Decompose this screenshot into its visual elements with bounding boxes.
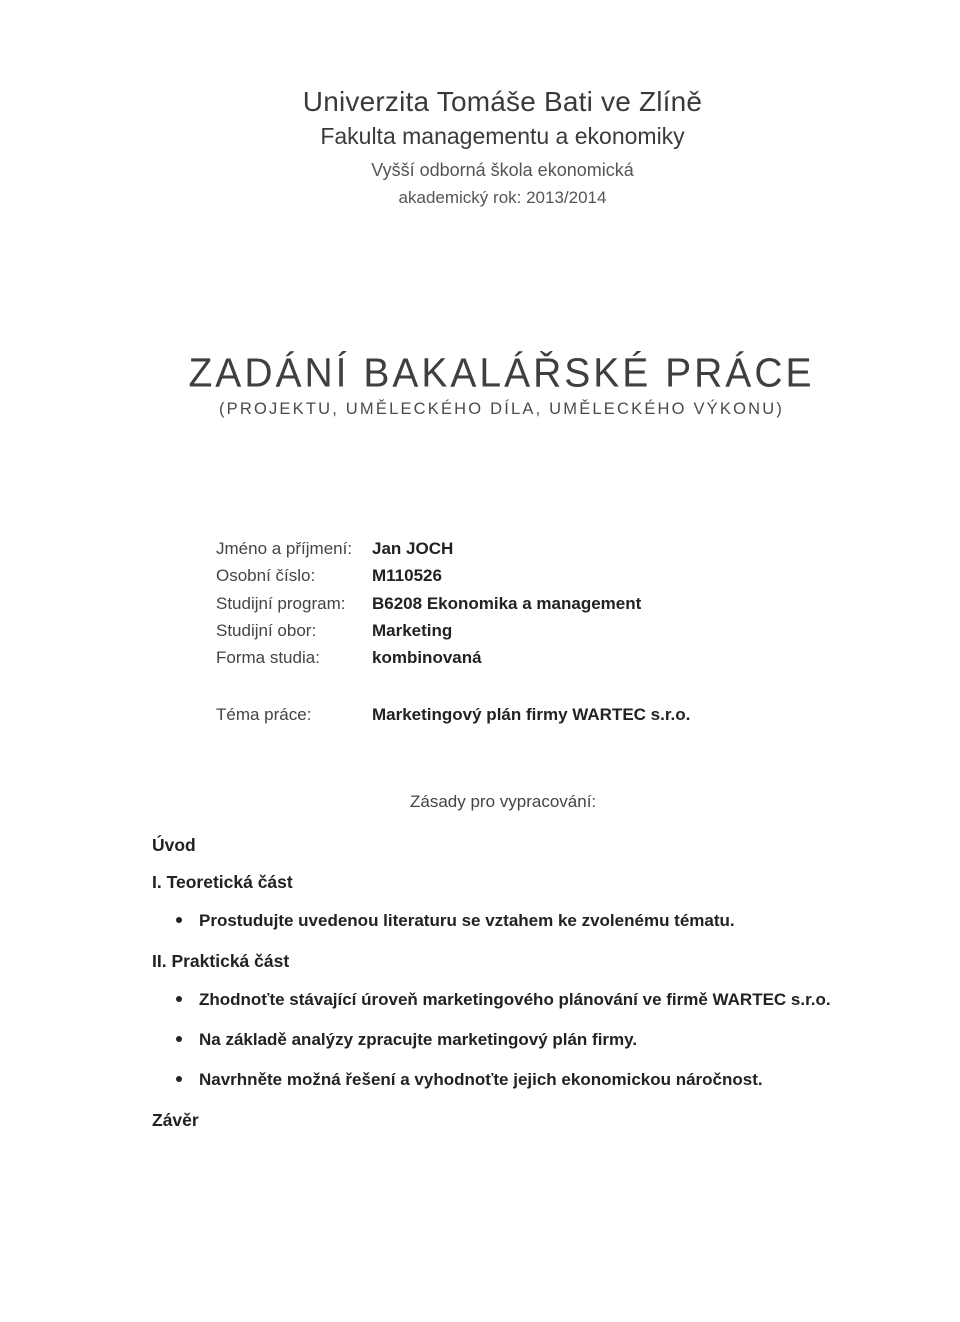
list-item-text: Prostudujte uvedenou literaturu se vztahem ke zvolenému tématu. xyxy=(199,911,735,930)
name-label: Jméno a příjmení: xyxy=(216,539,353,558)
study-field-value: Marketing xyxy=(372,621,453,640)
university-name: Univerzita Tomáše Bati ve Zlíně xyxy=(302,86,703,117)
list-item xyxy=(176,990,831,1010)
document-title: ZADÁNÍ BAKALÁŘSKÉ PRÁCE xyxy=(188,350,815,397)
study-form-value: kombinovaná xyxy=(372,648,482,667)
bullet-icon xyxy=(176,1036,182,1042)
bullet-icon xyxy=(176,996,182,1002)
document-subtitle: (PROJEKTU, UMĚLECKÉHO DÍLA, UMĚLECKÉHO VÝKONU) xyxy=(218,400,785,418)
list-item xyxy=(176,1030,637,1050)
personal-number-value: M110526 xyxy=(372,566,442,585)
topic-value: Marketingový plán firmy WARTEC s.r.o. xyxy=(372,705,691,724)
list-item-text: Navrhněte možná řešení a vyhodnoťte jejich ekonomickou náročnost. xyxy=(199,1070,763,1089)
personal-number-label: Osobní číslo: xyxy=(216,566,316,585)
school-name: Vyšší odborná škola ekonomická xyxy=(371,160,634,180)
list-item xyxy=(176,911,735,931)
faculty-name: Fakulta managementu a ekonomiky xyxy=(320,123,685,149)
name-value: Jan JOCH xyxy=(372,539,454,558)
section-conclusion: Závěr xyxy=(152,1110,199,1130)
list-item-text: Zhodnoťte stávající úroveň marketingového plánování ve firmě WARTEC s.r.o. xyxy=(199,990,831,1009)
study-field-label: Studijní obor: xyxy=(216,621,317,640)
section-intro: Úvod xyxy=(152,835,196,855)
study-form-label: Forma studia: xyxy=(216,648,320,667)
principles-heading: Zásady pro vypracování: xyxy=(410,792,597,811)
academic-year: akademický rok: 2013/2014 xyxy=(398,188,607,207)
bullet-icon xyxy=(176,1076,182,1082)
section-practice: II. Praktická část xyxy=(152,951,290,971)
topic-label: Téma práce: xyxy=(216,705,312,724)
list-item-text: Na základě analýzy zpracujte marketingový plán firmy. xyxy=(199,1030,638,1049)
section-theory: I. Teoretická část xyxy=(152,872,293,892)
list-item xyxy=(176,1070,763,1090)
study-program-value: B6208 Ekonomika a management xyxy=(372,594,642,613)
study-program-label: Studijní program: xyxy=(216,594,346,613)
bullet-icon xyxy=(176,917,182,923)
